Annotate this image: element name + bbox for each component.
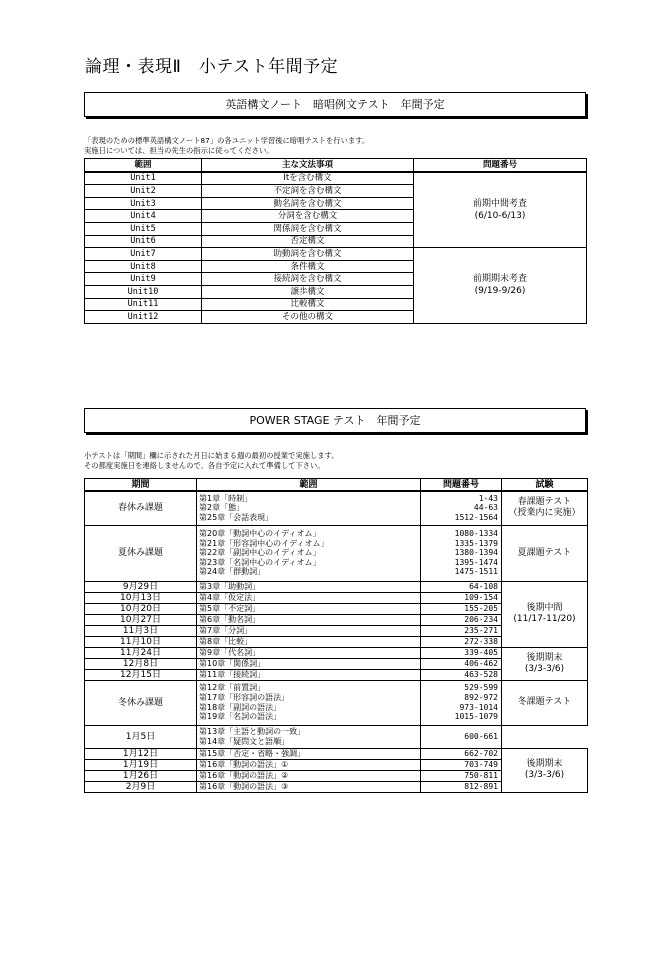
period-cell: 12月8日 (85, 658, 197, 669)
question-number-line: 235-271 (464, 625, 498, 635)
unit-cell: Unit4 (85, 210, 202, 223)
period-cell: 11月10日 (85, 636, 197, 647)
exam-line: (3/3-3/6) (524, 663, 565, 674)
unit-cell: Unit7 (85, 248, 202, 261)
unit-cell: Unit11 (85, 298, 202, 311)
range-line: 第13章「主語と動詞の一致」 (199, 726, 306, 736)
table-row (85, 581, 588, 592)
period-cell: 夏休み課題 (85, 525, 197, 581)
question-number-line: 1-43 (478, 493, 498, 503)
question-number-line: 529-599 (464, 683, 498, 693)
question-number-line: 206-234 (464, 614, 498, 624)
range-line: 第15章「否定・省略・強調」 (199, 748, 306, 758)
unit-table (84, 158, 587, 324)
question-number-line: 272-338 (464, 636, 498, 646)
unit-cell: Unit5 (85, 222, 202, 235)
unit-cell: Unit3 (85, 197, 202, 210)
topic-cell: 否定構文 (202, 235, 414, 248)
range-cell (197, 636, 421, 647)
topic-cell: 分詞を含む構文 (202, 210, 414, 223)
topic-cell: 関係詞を含む構文 (202, 222, 414, 235)
exam-line: 後期期末 (526, 652, 563, 663)
range-cell (197, 658, 421, 669)
period-cell: 9月29日 (85, 581, 197, 592)
question-number-cell (421, 658, 502, 669)
topic-cell: 接続詞を含む構文 (202, 273, 414, 286)
range-cell (197, 725, 421, 748)
question-number-line: 1080-1334 (454, 529, 498, 539)
exam-line: 春課題テスト (517, 497, 572, 508)
range-line: 第16章「動詞の語法」② (199, 770, 289, 780)
range-line: 第24章「群動詞」 (199, 567, 266, 577)
range-line: 第16章「動詞の語法」③ (199, 781, 289, 791)
period-cell: 1月26日 (85, 770, 197, 781)
period-cell: 1月19日 (85, 759, 197, 770)
exam-name: 前期中間考査 (472, 198, 527, 209)
range-line: 第22章「副詞中心のイディオム」 (199, 548, 321, 558)
period-cell: 1月12日 (85, 748, 197, 759)
question-number-cell (421, 614, 502, 625)
exam-cell (502, 748, 588, 792)
range-line: 第8章「比較」 (199, 636, 253, 646)
question-number-line: 1475-1511 (454, 567, 498, 577)
range-cell (197, 770, 421, 781)
exam-line: (11/17-11/20) (513, 614, 576, 624)
table-row (85, 748, 588, 759)
range-cell (197, 592, 421, 603)
range-cell (197, 781, 421, 792)
range-line: 第16章「動詞の語法」① (199, 759, 289, 769)
question-number-cell (421, 491, 502, 525)
table-row (85, 725, 588, 748)
range-line: 第6章「動名詞」 (199, 614, 261, 624)
question-number-cell (421, 581, 502, 592)
question-number-cell (421, 770, 502, 781)
question-number-cell (421, 592, 502, 603)
range-line: 第2章「態」 (199, 503, 245, 513)
table-row (85, 172, 587, 185)
range-line: 第23章「名詞中心のイディオム」 (199, 557, 321, 567)
section2-note-2: その都度実施日を連絡しませんので、各自予定に入れて準備して下さい。 (84, 461, 325, 470)
topic-cell: 不定詞を含む構文 (202, 185, 414, 198)
range-line: 第5章「不定詞」 (199, 603, 261, 613)
question-number-line: 600-661 (464, 731, 498, 741)
range-line: 第11章「接続詞」 (199, 669, 266, 679)
range-cell (197, 581, 421, 592)
question-number-cell (421, 680, 502, 725)
question-number-line: 812-891 (464, 781, 498, 791)
period-cell: 11月24日 (85, 647, 197, 658)
range-line: 第7章「分詞」 (199, 625, 253, 635)
exam-line: 冬課題テスト (517, 697, 572, 707)
range-line: 第9章「代名詞」 (199, 647, 261, 657)
unit-cell: Unit8 (85, 260, 202, 273)
period-cell: 1月5日 (85, 725, 197, 748)
exam-cell (414, 248, 587, 324)
header-exam: 試験 (502, 479, 588, 492)
range-cell (197, 680, 421, 725)
question-number-cell (421, 669, 502, 680)
question-number-cell (421, 725, 502, 748)
section1-note-1: 「表現のための標準英語構文ノート87」の各ユニット学習後に暗唱テストを行います。 (84, 136, 370, 145)
range-line: 第19章「名詞の語法」 (199, 712, 282, 722)
range-cell (197, 603, 421, 614)
range-cell (197, 491, 421, 525)
section2-heading: POWER STAGE テスト 年間予定 (84, 408, 586, 433)
unit-cell: Unit10 (85, 285, 202, 298)
header-question-number: 問題番号 (421, 479, 502, 492)
range-line: 第12章「前置詞」 (199, 683, 266, 693)
topic-cell: 条件構文 (202, 260, 414, 273)
exam-cell (502, 647, 588, 680)
period-cell: 10月20日 (85, 603, 197, 614)
table-row (85, 525, 588, 581)
exam-line: （授業内に実施） (508, 508, 581, 519)
question-number-cell (421, 748, 502, 759)
question-number-line: 1015-1079 (454, 712, 498, 722)
exam-dates: (9/19-9/26) (474, 286, 526, 297)
topic-cell: 比較構文 (202, 298, 414, 311)
question-number-line: 155-205 (464, 603, 498, 613)
question-number-line: 109-154 (464, 592, 498, 602)
period-cell: 11月3日 (85, 625, 197, 636)
page-title: 論理・表現Ⅱ 小テスト年間予定 (85, 57, 339, 77)
range-cell (197, 759, 421, 770)
exam-line: 後期期末 (526, 759, 563, 769)
question-number-line: 64-108 (469, 581, 498, 591)
range-cell (197, 748, 421, 759)
exam-cell (414, 172, 587, 248)
question-number-line: 44-63 (473, 503, 498, 513)
power-stage-table (84, 478, 588, 793)
period-cell: 冬休み課題 (85, 680, 197, 725)
range-line: 第18章「副詞の語法」 (199, 702, 282, 712)
question-number-line: 339-405 (464, 647, 498, 657)
table-row (85, 248, 587, 261)
table-row (85, 680, 588, 725)
exam-cell (502, 680, 588, 725)
unit-cell: Unit9 (85, 273, 202, 286)
question-number-line: 463-528 (464, 669, 498, 679)
range-cell (197, 614, 421, 625)
question-number-line: 892-972 (464, 692, 498, 702)
topic-cell: Itを含む構文 (202, 172, 414, 185)
range-cell (197, 647, 421, 658)
exam-cell (502, 581, 588, 647)
header-period: 期間 (85, 479, 197, 492)
unit-cell: Unit2 (85, 185, 202, 198)
question-number-cell (421, 647, 502, 658)
exam-line: (3/3-3/6) (524, 770, 565, 780)
table-row (85, 647, 588, 658)
question-number-cell (421, 781, 502, 792)
period-cell: 10月13日 (85, 592, 197, 603)
header-range: 範囲 (85, 159, 202, 172)
range-line: 第3章「助動詞」 (199, 581, 261, 591)
question-number-line: 406-462 (464, 658, 498, 668)
range-line: 第4章「仮定法」 (199, 592, 261, 602)
range-line: 第25章「会話表現」 (199, 513, 274, 523)
range-line: 第1章「時制」 (199, 493, 253, 503)
range-cell (197, 625, 421, 636)
range-cell (197, 525, 421, 581)
unit-cell: Unit6 (85, 235, 202, 248)
header-grammar: 主な文法事項 (202, 159, 414, 172)
unit-cell: Unit1 (85, 172, 202, 185)
section2-note-1: 小テストは「期間」欄に示された月日に始まる週の最初の授業で実施します。 (84, 451, 339, 460)
range-cell (197, 669, 421, 680)
period-cell: 12月15日 (85, 669, 197, 680)
question-number-cell (421, 525, 502, 581)
topic-cell: その他の構文 (202, 311, 414, 324)
question-number-line: 973-1014 (459, 702, 498, 712)
question-number-cell (421, 603, 502, 614)
question-number-line: 662-702 (464, 748, 498, 758)
range-line: 第10章「関係詞」 (199, 658, 266, 668)
question-number-line: 703-749 (464, 759, 498, 769)
question-number-cell (421, 759, 502, 770)
exam-cell (502, 525, 588, 581)
exam-line: 後期中間 (526, 603, 563, 613)
period-cell: 2月9日 (85, 781, 197, 792)
question-number-line: 750-811 (464, 770, 498, 780)
period-cell: 10月27日 (85, 614, 197, 625)
question-number-cell (421, 636, 502, 647)
period-cell: 春休み課題 (85, 491, 197, 525)
exam-line: 夏課題テスト (517, 547, 572, 558)
exam-dates: (6/10-6/13) (474, 210, 526, 221)
range-line: 第14章「疑問文と語順」 (199, 736, 290, 746)
range-line: 第21章「形容詞中心のイディオム」 (199, 538, 329, 548)
question-number-cell (421, 625, 502, 636)
question-number-line: 1380-1394 (454, 548, 498, 558)
exam-name: 前期期末考査 (472, 274, 527, 285)
header-range: 範囲 (197, 479, 421, 492)
unit-cell: Unit12 (85, 311, 202, 324)
topic-cell: 動名詞を含む構文 (202, 197, 414, 210)
section1-heading: 英語構文ノート 暗唱例文テスト 年間予定 (84, 92, 586, 117)
section1-note-2: 実施日については、担当の先生の指示に従ってください。 (84, 146, 274, 155)
topic-cell: 譲歩構文 (202, 285, 414, 298)
topic-cell: 助動詞を含む構文 (202, 248, 414, 261)
range-line: 第20章「動詞中心のイディオム」 (199, 529, 321, 539)
header-question-number: 問題番号 (414, 159, 587, 172)
exam-cell (502, 491, 588, 525)
range-line: 第17章「形容詞の語法」 (199, 692, 290, 702)
power-stage-body (85, 491, 588, 792)
question-number-line: 1335-1379 (454, 538, 498, 548)
question-number-line: 1512-1564 (454, 513, 498, 523)
question-number-line: 1395-1474 (454, 557, 498, 567)
table-row (85, 491, 588, 525)
